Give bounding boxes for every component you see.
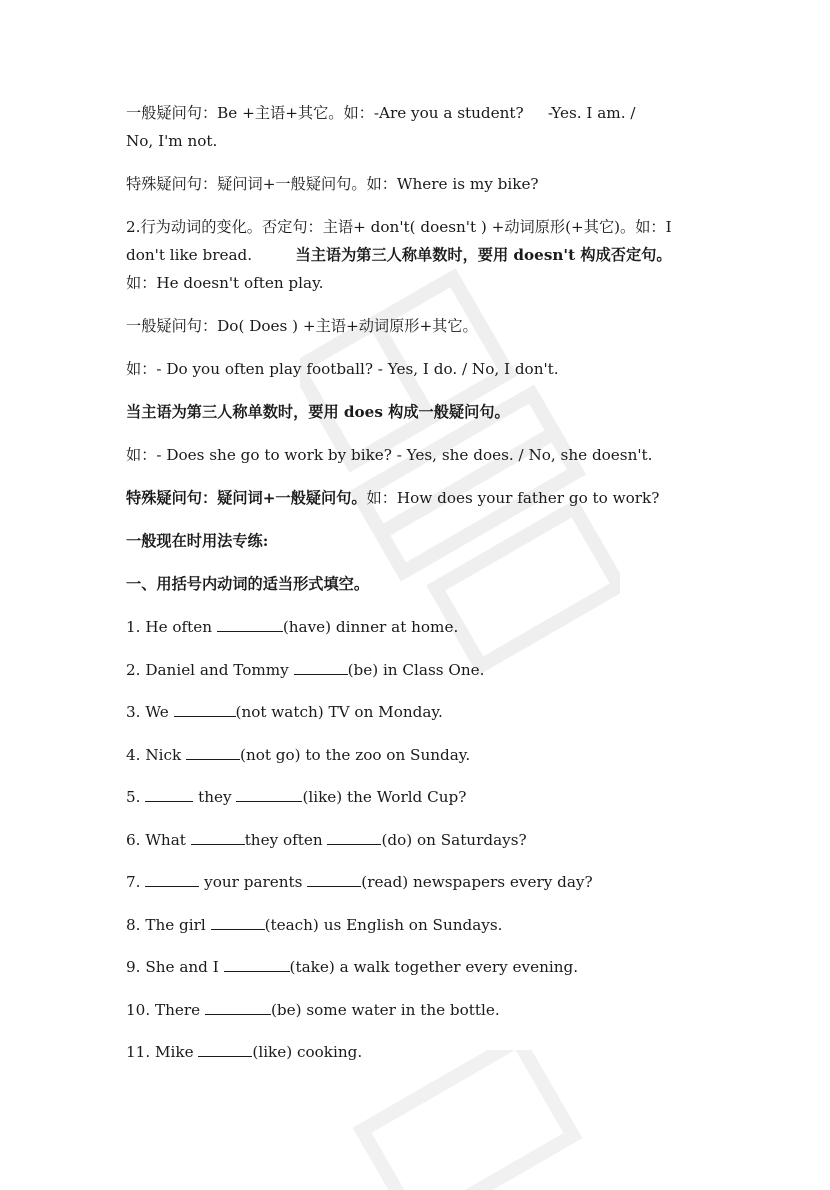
answer-blank[interactable]	[145, 785, 193, 802]
item-text: (teach) us English on Sundays.	[264, 915, 503, 934]
exercise-list	[126, 613, 716, 1066]
item-text: (be) in Class One.	[347, 660, 485, 679]
watermark-fragment-icon	[330, 1050, 590, 1190]
exercise-title: 一般现在时用法专练:	[126, 532, 269, 550]
exercise-item-8	[126, 911, 716, 939]
item-text: (take) a walk together every evening.	[289, 958, 579, 976]
item-number: 2. Daniel and Tommy	[126, 660, 289, 679]
wh-question-2-rule: 特殊疑问句：疑问词+一般疑问句。	[126, 489, 367, 507]
wh-question-line: 特殊疑问句：疑问词+一般疑问句。如：Where is my bike?	[126, 175, 539, 193]
yes-no-answer: -Yes. I am. /	[547, 104, 636, 122]
answer-blank[interactable]	[186, 743, 240, 760]
action-verbs-line1: 2.行为动词的变化。否定句：主语+ don't( doesn't ) +动词原形(+其它)。如：I	[126, 218, 672, 236]
item-number: 6. What	[126, 830, 186, 849]
item-number: 1. He often	[126, 618, 213, 636]
yes-no-continuation: No, I'm not.	[126, 132, 218, 150]
answer-blank[interactable]	[236, 785, 302, 802]
item-text: (like) the World Cup?	[302, 788, 467, 806]
item-text: (be) some water in the bottle.	[270, 1000, 500, 1019]
item-number: 5.	[126, 788, 141, 806]
answer-blank[interactable]	[145, 870, 199, 887]
item-number: 4. Nick	[126, 745, 182, 764]
does-rule-line: 当主语为第三人称单数时，要用 does 构成一般疑问句。	[126, 403, 510, 421]
answer-blank[interactable]	[307, 870, 361, 887]
exercise-item-1	[126, 613, 716, 641]
item-middle-text: they	[198, 788, 232, 806]
yes-no-text: Be +主语+其它。如：-Are you a student?	[217, 104, 524, 122]
action-verbs-example: don't like bread.	[126, 246, 253, 264]
exercise-item-4	[126, 741, 716, 769]
item-text: (not go) to the zoo on Sunday.	[240, 745, 471, 764]
answer-blank[interactable]	[198, 1040, 252, 1057]
item-number: 8. The girl	[126, 915, 206, 934]
answer-blank[interactable]	[217, 615, 283, 632]
yes-no-label: 一般疑问句：	[126, 104, 218, 122]
item-text: (read) newspapers every day?	[361, 873, 593, 891]
answer-blank[interactable]	[191, 828, 245, 845]
exercise-section-heading: 一、用括号内动词的适当形式填空。	[126, 575, 369, 593]
item-text: (have) dinner at home.	[282, 618, 459, 636]
item-number: 9. She and I	[126, 958, 219, 976]
item-number: 3. We	[126, 703, 169, 721]
item-middle-text: your parents	[204, 873, 303, 891]
document-content	[126, 99, 716, 1066]
do-example-line: 如：- Do you often play football? - Yes, I do. / No, I don't.	[126, 360, 559, 378]
answer-blank[interactable]	[211, 913, 265, 930]
answer-blank[interactable]	[224, 955, 290, 972]
wh-question-2-example: 如：How does your father go to work?	[366, 489, 660, 507]
action-verbs-line2	[126, 241, 716, 269]
answer-blank[interactable]	[327, 828, 381, 845]
doesnt-rule: 当主语为第三人称单数时，要用 doesn't 构成否定句。	[295, 246, 672, 264]
action-verbs-line3: 如：He doesn't often play.	[126, 274, 324, 292]
exercise-item-10	[126, 996, 716, 1024]
exercise-item-9	[126, 953, 716, 981]
does-example-line: 如：- Does she go to work by bike? - Yes, she does. / No, she doesn't.	[126, 446, 653, 464]
exercise-item-2	[126, 656, 716, 684]
item-number: 10. There	[126, 1000, 201, 1019]
answer-blank[interactable]	[174, 700, 236, 717]
wh-question-2-line	[126, 484, 716, 512]
item-text: (do) on Saturdays?	[381, 830, 527, 849]
item-text: (not watch) TV on Monday.	[235, 703, 443, 721]
exercise-item-11	[126, 1038, 716, 1066]
item-text: (like) cooking.	[252, 1043, 363, 1061]
item-number: 7.	[126, 873, 141, 891]
answer-blank[interactable]	[205, 998, 271, 1015]
item-middle-text: they often	[244, 830, 323, 849]
item-number: 11. Mike	[126, 1043, 194, 1061]
answer-blank[interactable]	[294, 658, 348, 675]
exercise-item-5	[126, 783, 716, 811]
yes-no-question-line	[126, 99, 716, 127]
exercise-item-6	[126, 826, 716, 854]
exercise-item-3	[126, 698, 716, 726]
do-question-line: 一般疑问句：Do( Does ) +主语+动词原形+其它。	[126, 317, 478, 335]
exercise-item-7	[126, 868, 716, 896]
